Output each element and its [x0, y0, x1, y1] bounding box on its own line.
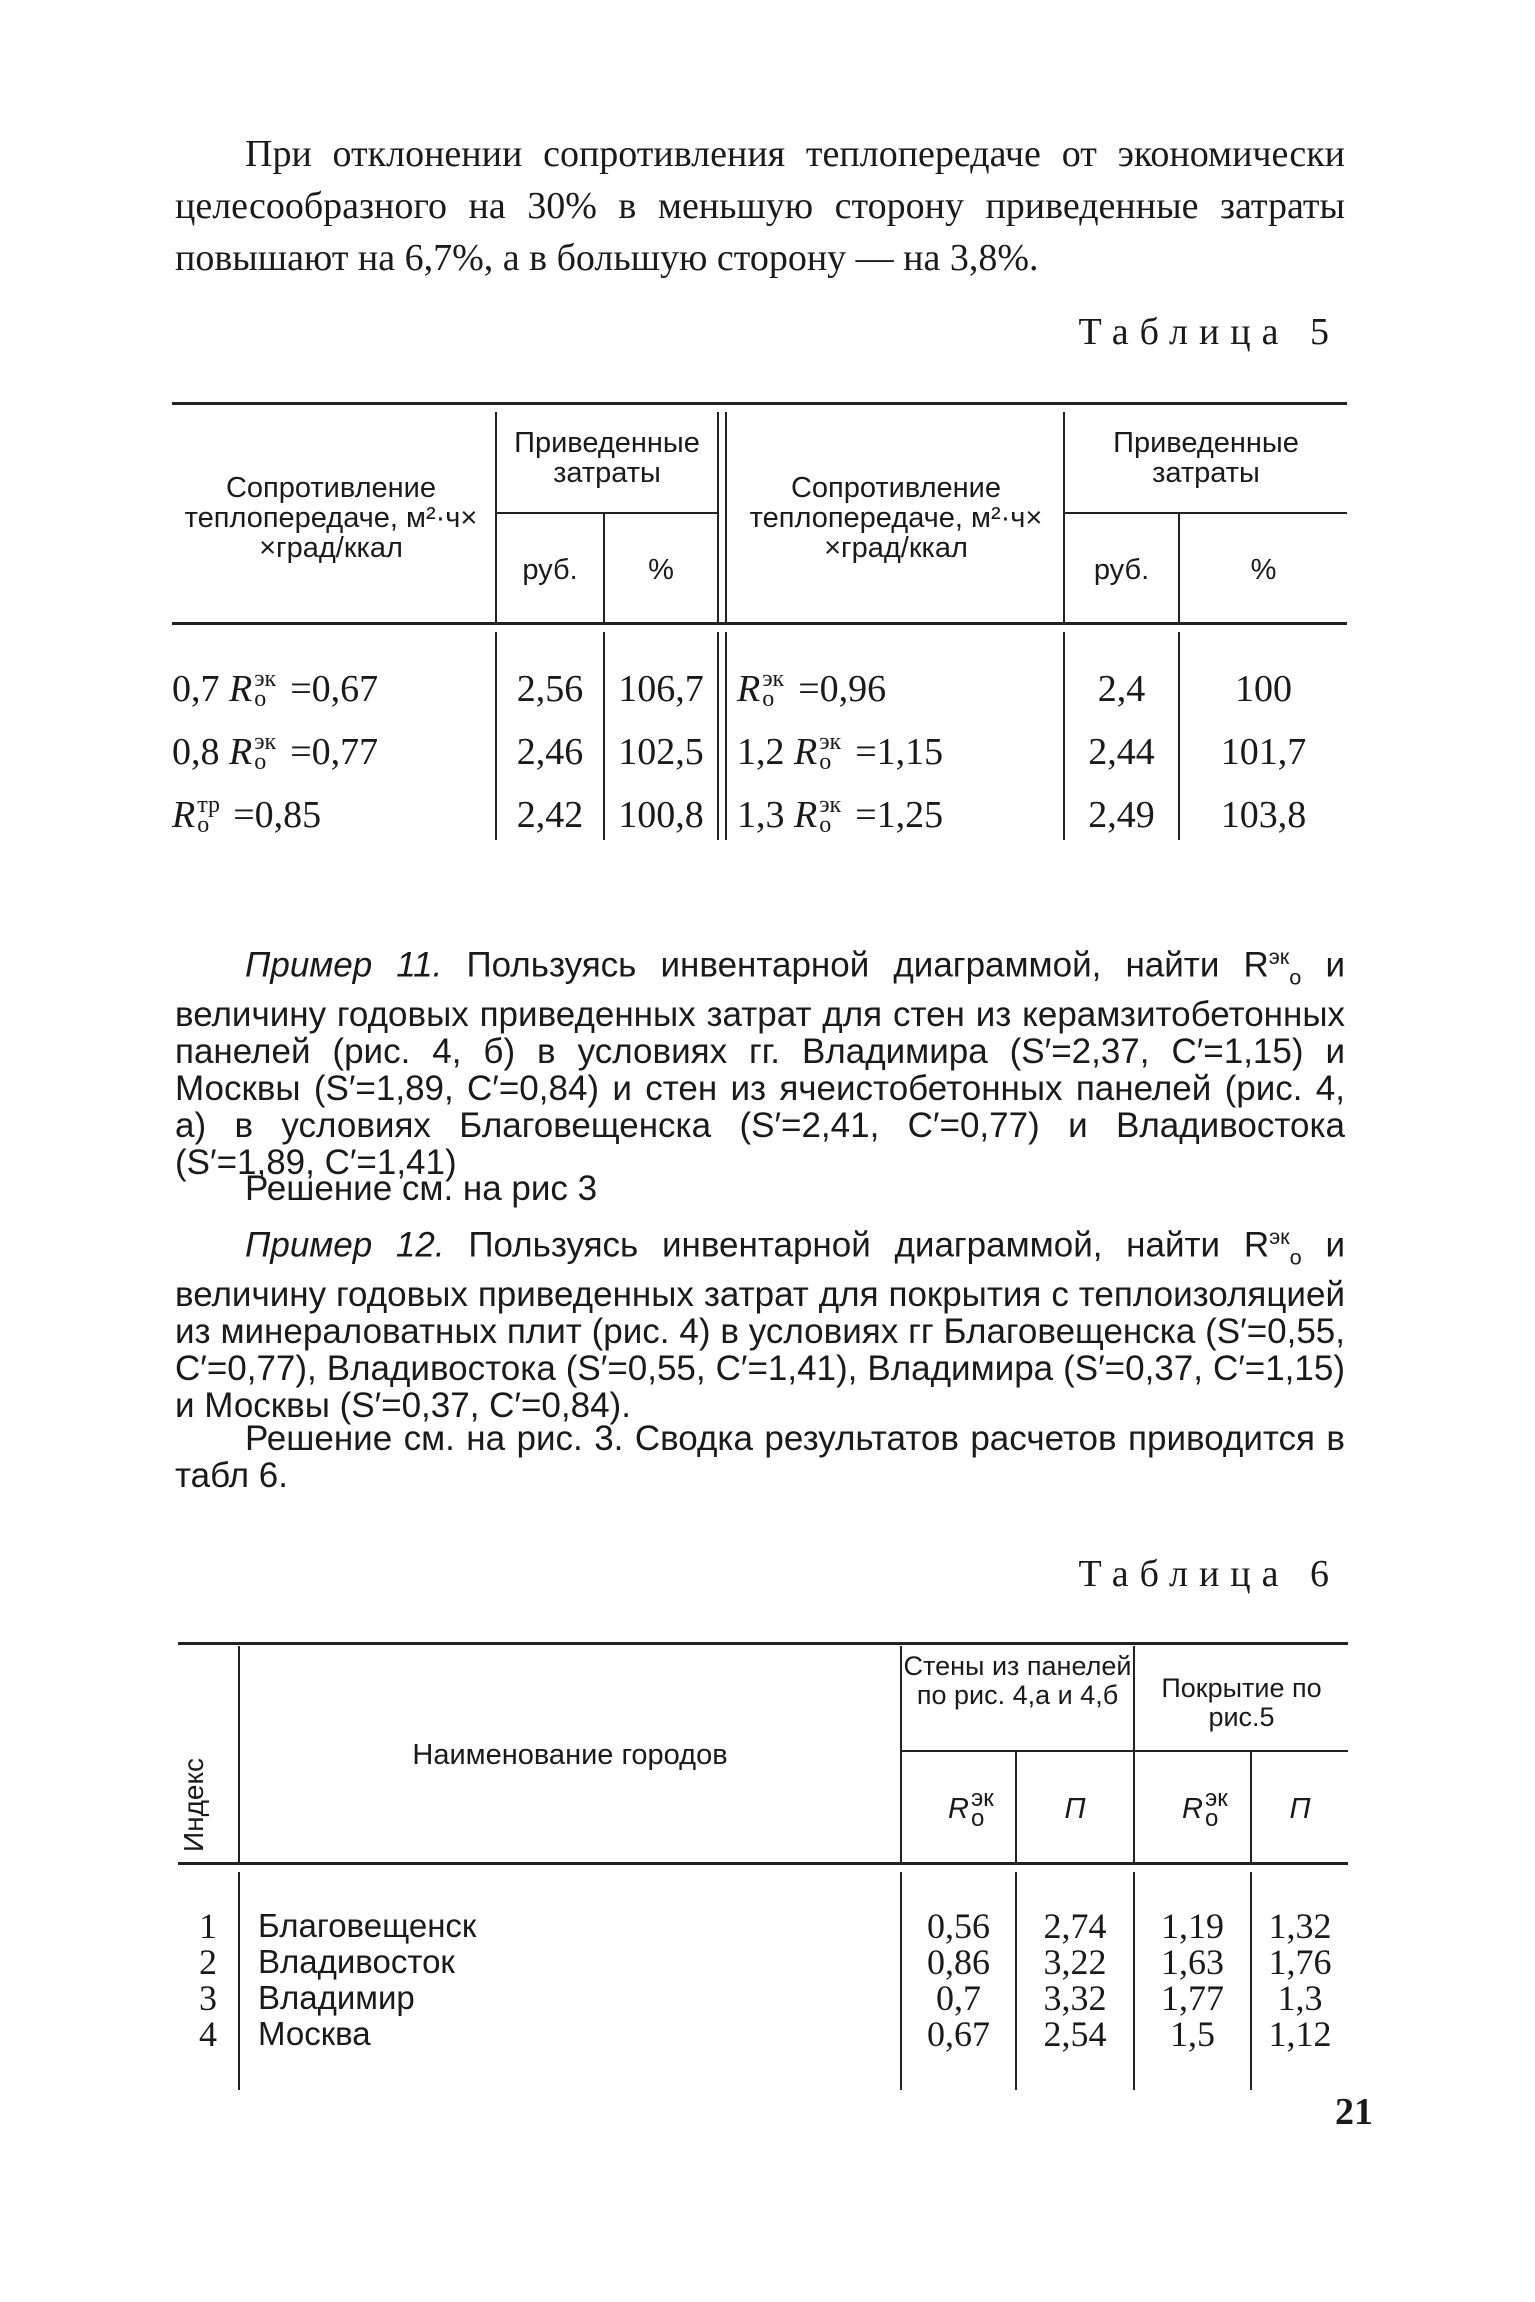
sub: о — [819, 749, 832, 775]
intro-paragraph: При отклонении сопротивления теплопередаче от экономически целесообразного на 30% в меньшую сторону приведенные затраты повышают на 6,7%, а в большую сторону — на 3,8%. — [175, 133, 1345, 279]
table5-right-row-1-rub: 2,4 — [1097, 668, 1146, 710]
sup: эк — [819, 792, 842, 818]
table5-caption: Таблица 5 — [1078, 311, 1340, 353]
table5-col-rub: руб. — [522, 554, 578, 586]
sub: о — [254, 686, 267, 712]
example11-sub: о — [1289, 964, 1302, 990]
row-city: Владивосток — [258, 1943, 455, 1980]
example12-paragraph — [175, 1218, 1345, 1424]
table5-left-row-1-rub: 2,56 — [516, 668, 584, 710]
table5-right-row-3-pct: 103,8 — [1220, 794, 1307, 836]
table5-col-costs-right: Приведенные затраты — [1113, 427, 1299, 489]
example11-label: Пример 11. — [245, 945, 443, 985]
r-symbol: R эк о — [737, 668, 760, 710]
value: =1,25 — [855, 794, 944, 836]
row-city: Владимир — [258, 1979, 415, 2016]
table6-caption: Таблица 6 — [1078, 1553, 1340, 1595]
table5-left-row-2-rub: 2,46 — [516, 731, 584, 773]
table6-col-walls-p: П — [1064, 1793, 1086, 1825]
table6-col-roof: Покрытие по рис.5 — [1161, 1673, 1322, 1732]
row-city: Москва — [258, 2015, 371, 2052]
sup: эк — [254, 729, 277, 755]
sub: о — [197, 812, 210, 838]
row-index: 4 — [199, 2014, 217, 2054]
example11-paragraph — [175, 938, 1345, 1181]
row-walls-r: 0,67 — [927, 2014, 990, 2054]
table5-vrule — [725, 632, 727, 840]
table5-right-row-3-rub: 2,49 — [1088, 794, 1155, 836]
table5-left-row-3-rub: 2,42 — [516, 794, 584, 836]
sub: о — [819, 812, 832, 838]
example12-rest: и величину годовых приведенных затрат для покрытия с теплоизоляцией из минераловатных плит (рис. 4) в условиях гг Благовещенска (S′=0,55, C′=0,77), Владивостока (S′=0,55, C′=1,41), Владимира (S′=0,37, C′=1,15) и Москвы (S′=0,37, C′=0,84). — [175, 1225, 1345, 1425]
row-walls-r: 0,56 — [927, 1906, 990, 1946]
sup: эк — [762, 666, 785, 692]
table6-top-rule — [178, 1642, 1348, 1645]
table5-col-resistance: Сопротивление теплопередаче, м²·ч× ×град/ккал — [184, 472, 478, 564]
row-roof-r: 1,5 — [1170, 2014, 1215, 2054]
example11-text: Пользуясь инвентарной диаграммой, найти R — [466, 945, 1269, 985]
row-walls-p: 2,54 — [1043, 2014, 1107, 2054]
row-roof-p: 1,32 — [1268, 1906, 1332, 1946]
sub: о — [254, 749, 267, 775]
table5-col-resistance-right: Сопротивление теплопередаче, м²·ч× ×град/ккал — [749, 472, 1043, 564]
table5-left-row-2-pct: 102,5 — [618, 731, 704, 773]
table5-right-row-3-resistance — [737, 794, 943, 836]
row-roof-p: 1,3 — [1277, 1978, 1323, 2018]
table5-col-rub-right: руб. — [1093, 554, 1150, 586]
coef: 0,8 — [172, 731, 220, 773]
row-walls-p: 2,74 — [1043, 1906, 1107, 1946]
row-walls-r: 0,7 — [936, 1978, 981, 2018]
row-roof-p: 1,12 — [1268, 2014, 1332, 2054]
coef: 1,3 — [737, 794, 785, 836]
row-index: 1 — [199, 1906, 217, 1946]
table6-sub-rule — [900, 1750, 1348, 1752]
table6-header-rule — [178, 1862, 1348, 1865]
r-symbol: R тр о — [172, 794, 195, 836]
example11-sup: эк — [1268, 944, 1290, 969]
value: =0,67 — [290, 668, 379, 710]
row-walls-p: 3,22 — [1043, 1942, 1107, 1982]
table5-right-row-2-resistance — [737, 731, 943, 773]
row-roof-r: 1,19 — [1161, 1906, 1224, 1946]
row-walls-r: 0,86 — [927, 1942, 990, 1982]
table6-col-index: Индекс — [178, 1757, 209, 1852]
page-number: 21 — [1335, 2091, 1373, 2133]
table5-left-row-3-pct: 100,8 — [618, 794, 704, 836]
table5-left-row-3-resistance — [172, 794, 321, 836]
row-roof-r: 1,63 — [1161, 1942, 1224, 1982]
coef: 0,7 — [172, 668, 220, 710]
example12-label: Пример 12. — [245, 1225, 445, 1265]
row-roof-r: 1,77 — [1161, 1978, 1224, 2018]
row-index: 2 — [199, 1942, 217, 1982]
row-roof-p: 1,76 — [1268, 1942, 1332, 1982]
r-symbol: R эк о — [1182, 1785, 1228, 1832]
r-symbol: R эк о — [794, 731, 817, 773]
sup: эк — [819, 729, 842, 755]
solution12: Решение см. на рис. 3. Сводка результатов расчетов приводится в табл 6. — [175, 1419, 1345, 1495]
table6-col-walls: Стены из панелей по рис. 4,а и 4,б — [903, 1651, 1132, 1710]
table6-col-walls-r — [902, 1785, 1015, 1832]
value: =0,77 — [290, 731, 379, 773]
example12-text: Пользуясь инвентарной диаграммой, найти R — [468, 1225, 1270, 1265]
value: =0,96 — [798, 668, 887, 710]
table5-right-row-1-resistance — [737, 668, 886, 710]
row-index: 3 — [199, 1978, 217, 2018]
r-symbol: R эк о — [948, 1785, 994, 1832]
r-symbol: R эк о — [794, 794, 817, 836]
table5-right-row-2-rub: 2,44 — [1088, 731, 1155, 773]
sup: тр — [197, 792, 220, 818]
table5-left-row-1-resistance — [172, 668, 378, 710]
table5-vrule — [725, 412, 727, 622]
table6-col-roof-p: П — [1289, 1793, 1311, 1825]
value: =0,85 — [233, 794, 322, 836]
table6-col-roof-r — [1135, 1785, 1250, 1832]
table5-vrule — [717, 632, 719, 840]
row-walls-p: 3,32 — [1043, 1978, 1107, 2018]
value: =1,15 — [855, 731, 944, 773]
table5-left-row-2-resistance — [172, 731, 378, 773]
table5-costs-rule-left — [497, 512, 719, 514]
table5-top-rule — [172, 402, 1347, 405]
table5-col-pct: % — [648, 554, 674, 586]
table5-right-row-2-pct: 101,7 — [1220, 731, 1307, 773]
row-city: Благовещенск — [258, 1907, 477, 1944]
r-symbol: R эк о — [229, 668, 252, 710]
coef: 1,2 — [737, 731, 785, 773]
r-symbol: R эк о — [229, 731, 252, 773]
sup: эк — [254, 666, 277, 692]
example11-rest: и величину годовых приведенных затрат для стен из керамзитобетонных панелей (рис. 4, б) в условиях гг. Владимира (S′=2,37, C′=1,15) и Москвы (S′=1,89, C′=0,84) и стен из ячеистобетонных панелей (рис. 4, а) в условиях Благовещенска (S′=2,41, C′=0,77) и Владивостока (S′=1,89, C′=1,41) — [175, 945, 1346, 1182]
table6-col-city: Наименование городов — [412, 1739, 728, 1771]
solution11: Решение см. на рис 3 — [245, 1169, 598, 1208]
table5-costs-rule-right — [1065, 512, 1347, 514]
sub: о — [762, 686, 775, 712]
table5-left-row-1-pct: 106,7 — [618, 668, 704, 710]
table5-right-row-1-pct: 100 — [1235, 668, 1292, 710]
table6-vrule — [238, 1872, 240, 2090]
table5-col-costs: Приведенные затраты — [514, 427, 700, 489]
table5-col-pct-right: % — [1250, 554, 1277, 586]
example12-sub: о — [1289, 1244, 1302, 1270]
example12-sup: эк — [1269, 1224, 1290, 1249]
table5-vrule — [717, 412, 719, 622]
table5-header-rule — [172, 622, 1347, 625]
